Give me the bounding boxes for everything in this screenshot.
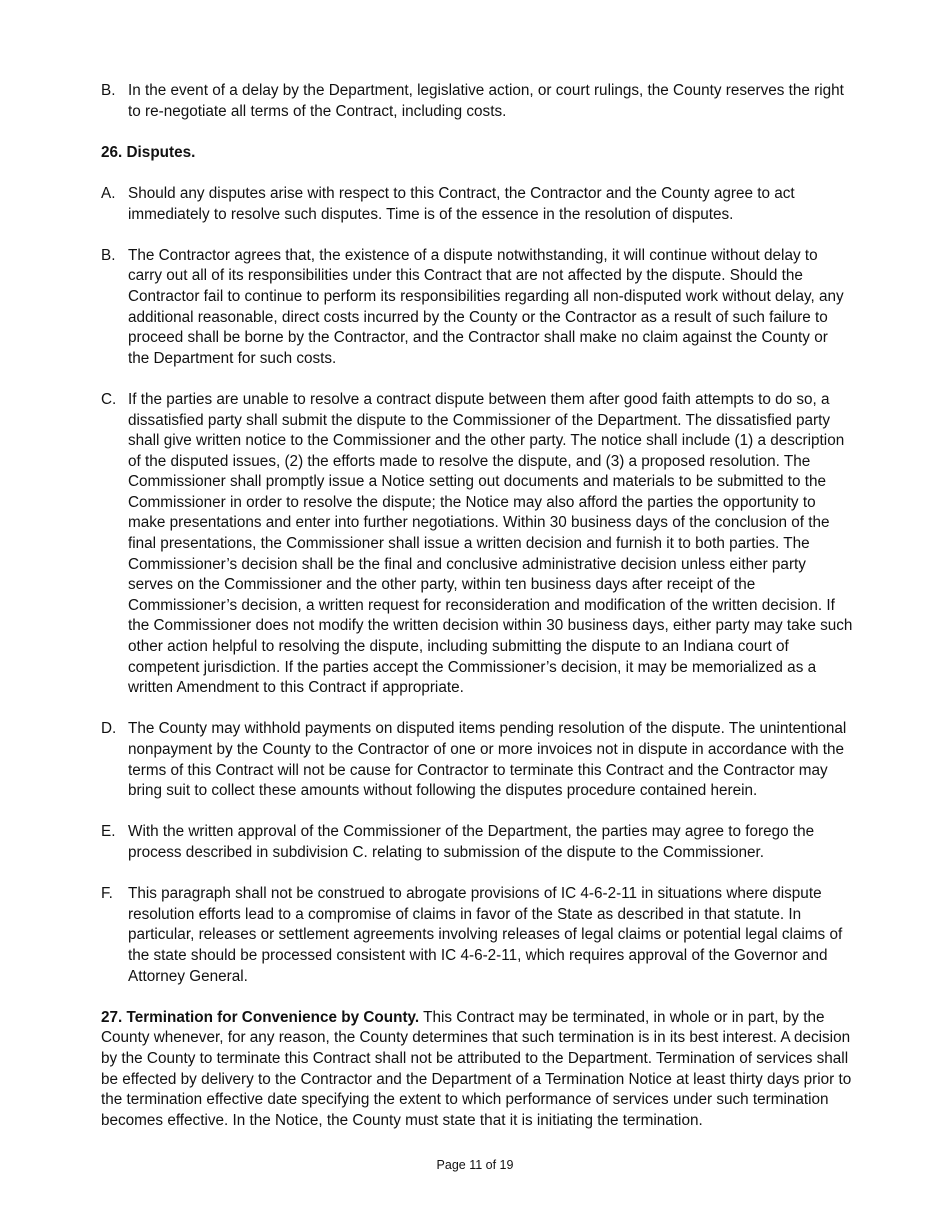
document-page bbox=[101, 81, 853, 1131]
section-27-heading: 27. Termination for Convenience by County. bbox=[101, 1008, 420, 1026]
clause-text: This paragraph shall not be construed to abrogate provisions of IC 4-6-2-11 in situations where dispute resolution efforts lead to a compromise of claims in favor of the State as described in that statute. In particular, releases or settlement agreements involving releases of legal claims or potential legal claims of the state should be processed consistent with IC 4-6-2-11, which requires approval of the Governor and Attorney General. bbox=[128, 885, 843, 985]
clause-text: If the parties are unable to resolve a contract dispute between them after good faith attempts to do so, a dissatisfied party shall submit the dispute to the Commissioner of the Department. The dissatisfied party shall give written notice to the Commissioner and the other party. The notice shall include (1) a description of the disputed issues, (2) the efforts made to resolve the dispute, and (3) a proposed resolution. The Commissioner shall promptly issue a Notice setting out documents and materials to be submitted to the Commissioner in order to resolve the dispute; the Notice may also afford the parties the opportunity to make presentations and enter into further negotiations. Within 30 business days of the conclusion of the final presentations, the Commissioner shall issue a written decision and furnish it to both parties. The Commissioner’s decision shall be the final and conclusive administrative decision unless either party serves on the Commissioner and the other party, within ten business days after receipt of the Commissioner’s decision, a written request for reconsideration and modification of the written decision. If the Commissioner does not modify the written decision within 30 business days, either party may take such other action helpful to resolving the dispute, including submitting the dispute to an Indiana court of competent jurisdiction. If the parties accept the Commissioner’s decision, it may be memorialized as a written Amendment to this Contract if appropriate. bbox=[128, 390, 853, 697]
clause-26-c bbox=[101, 390, 853, 699]
clause-26-f bbox=[101, 884, 853, 987]
clause-letter: A. bbox=[101, 184, 116, 202]
clause-letter: B. bbox=[101, 246, 116, 264]
clause-26-e bbox=[101, 822, 853, 863]
page-number: Page 11 of 19 bbox=[436, 1158, 514, 1172]
clause-text: The County may withhold payments on disputed items pending resolution of the dispute. The unintentional nonpayment by the County to the Contractor of one or more invoices not in dispute in accordance with the terms of this Contract will not be cause for Contractor to terminate this Contract and the Contractor may bring suit to collect these amounts without following the disputes procedure contained herein. bbox=[128, 720, 847, 800]
clause-26-b bbox=[101, 246, 853, 370]
clause-text: Should any disputes arise with respect to this Contract, the Contractor and the County agree to act immediately to resolve such disputes. Time is of the essence in the resolution of disputes. bbox=[128, 184, 795, 223]
clause-26-a bbox=[101, 184, 853, 225]
clause-text: With the written approval of the Commissioner of the Department, the parties may agree to forego the process described in subdivision C. relating to submission of the dispute to the Commissioner. bbox=[128, 823, 815, 861]
clause-letter: E. bbox=[101, 823, 116, 841]
section-27-text: This Contract may be terminated, in whole or in part, by the County whenever, for any reason, the County determines that such termination is in its best interest. A decision by the County to terminate this Contract shall not be attributed to the Department. Termination of services shall be effected by delivery to the Contractor and the Department of a Termination Notice at least thirty days prior to the termination effective date specifying the extent to which performance of services under such termination becomes effective. In the Notice, the County must state that it is initiating the termination. bbox=[101, 1008, 852, 1129]
clause-25-b bbox=[101, 81, 853, 122]
clause-26-d bbox=[101, 719, 853, 801]
clause-text: In the event of a delay by the Department, legislative action, or court rulings, the County reserves the right to re-negotiate all terms of the Contract, including costs. bbox=[128, 82, 844, 120]
clause-letter: B. bbox=[101, 82, 116, 99]
clause-letter: C. bbox=[101, 390, 117, 408]
clause-letter: D. bbox=[101, 720, 117, 738]
section-27-paragraph bbox=[101, 1008, 853, 1132]
section-26-heading: 26. Disputes. bbox=[101, 143, 196, 161]
clause-text: The Contractor agrees that, the existence of a dispute notwithstanding, it will continue without delay to carry out all of its responsibilities under this Contract that are not affected by the dispute. Should the Contractor fail to continue to perform its responsibilities regarding all non-disputed work without delay, any additional reasonable, direct costs incurred by the County or the Contractor as a result of such failure to proceed shall be borne by the Contractor, and the Contractor shall make no claim against the County or the Department for such costs. bbox=[128, 246, 844, 367]
clause-letter: F. bbox=[101, 885, 113, 903]
